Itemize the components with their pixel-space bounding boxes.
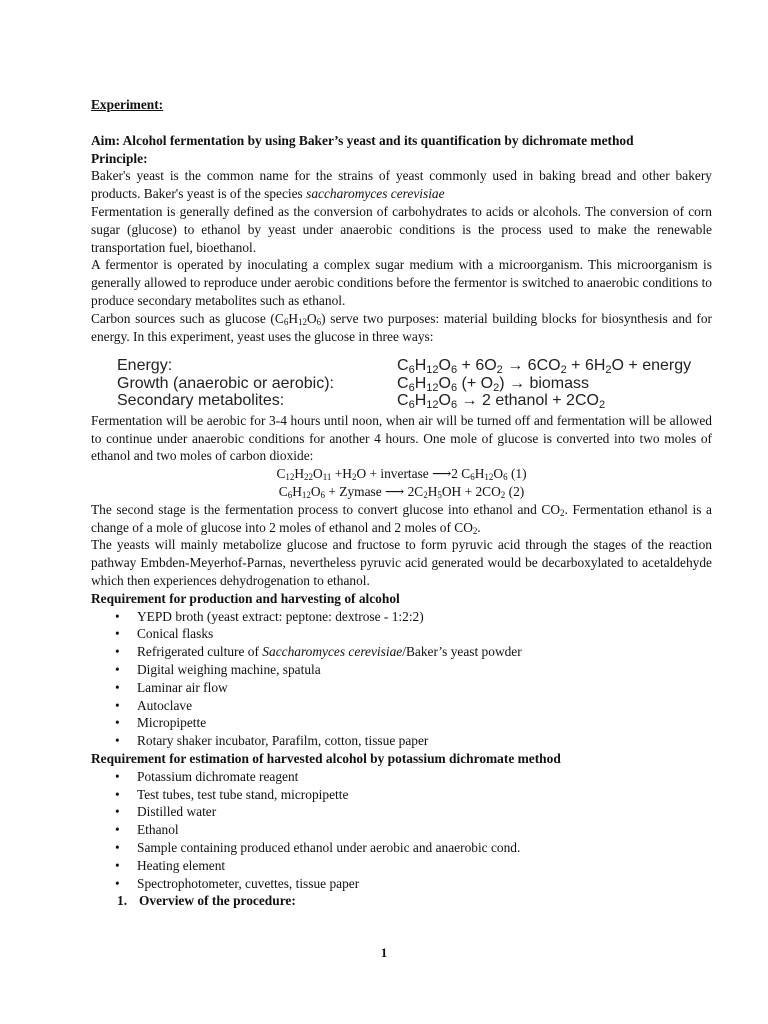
principle-paragraph-2: Fermentation is generally defined as the conversion of carbohydrates to acids or alcohols. The conversion of corn sugar (glucose) to ethanol by yeast under anaerobic conditions is the process used to make the renewable transportation fuel, bioethanol. xyxy=(91,203,712,255)
list-item: • YEPD broth (yeast extract: peptone: dextrose - 1:2:2) xyxy=(115,608,424,624)
list-item: • Heating element xyxy=(115,857,226,873)
list-item: • Ethanol xyxy=(115,822,179,838)
list-item: • Sample containing produced ethanol under aerobic and anaerobic cond. xyxy=(115,839,521,855)
equation-formula: $C_6H_{12}O_6$ (+ $O_2$) → biomass xyxy=(397,374,590,394)
equation-row-growth xyxy=(117,375,691,393)
principle-heading: Principle: xyxy=(91,150,148,166)
equation-label: Energy: xyxy=(117,357,173,375)
second-stage-paragraph: The second stage is the fermentation process to convert glucose into ethanol and $CO_2$. Fermentation ethanol is a change of a mole of glucose into 2 moles of ethanol and 2 moles of $CO_2$. xyxy=(91,501,712,536)
list-item: • Spectrophotometer, cuvettes, tissue paper xyxy=(115,875,360,891)
list-item: • Rotary shaker incubator, Parafilm, cotton, tissue paper xyxy=(115,733,429,749)
equation-row-energy xyxy=(117,357,691,375)
principle-paragraph-4: Carbon sources such as glucose $(C_6H_{12}O_6)$ serve two purposes: material building blocks for biosynthesis and for energy. In this experiment, yeast uses the glucose in three ways: xyxy=(91,310,712,344)
list-item: • Refrigerated culture of Saccharomyces cerevisiae/Baker’s yeast powder xyxy=(115,644,522,660)
procedure-step: 1. Overview of the procedure: xyxy=(117,893,296,909)
list-item: • Test tubes, test tube stand, micropipette xyxy=(115,786,349,802)
list-item: • Conical flasks xyxy=(115,626,214,642)
list-item: • Micropipette xyxy=(115,715,207,731)
principle-paragraph-1: Baker's yeast is the common name for the strains of yeast commonly used in baking bread and other bakery products. Baker's yeast is of the species saccharomyces cerevisiae xyxy=(91,168,712,202)
species-name: saccharomyces cerevisiae xyxy=(306,186,445,202)
list-item: • Laminar air flow xyxy=(115,679,228,695)
principle-paragraph-3: A fermentor is operated by inoculating a complex sugar medium with a microorganism. This microorganism is generally allowed to reproduce under aerobic conditions before the fermentor is switched to anaerobic conditions to produce secondary metabolites such as ethanol. xyxy=(91,257,712,308)
estimation-requirements-heading: Requirement for estimation of harvested alcohol by potassium dichromate method xyxy=(91,751,561,766)
estimation-requirements-list xyxy=(91,768,712,893)
equation-formula: $C_6H_{12}O_6 \to 2$ ethanol + $2CO_2$ xyxy=(397,392,606,412)
procedure-list xyxy=(91,892,712,910)
fermentation-paragraph: Fermentation will be aerobic for 3-4 hours until noon, when air will be turned off and fermentation will be allowed to continue under anaerobic conditions for another 4 hours. One mole of glucose is converted into two moles of ethanol and two moles of carbon dioxide: xyxy=(91,412,712,464)
reaction-invertase: $C_{12}H_{22}O_{11} +H_2O$ + invertase ⟶2 $C_6H_{12}O_6$ (1) xyxy=(276,466,527,483)
equation-formula: $C_6H_{12}O_6 + 6O_2 \to 6CO_2 + 6H_2O$ + energy xyxy=(397,357,692,377)
reaction-zymase: $C_6H_{12}O_6$ + Zymase ⟶ $2C_2H_5OH + 2CO_2$ (2) xyxy=(278,484,525,501)
list-item: • Digital weighing machine, spatula xyxy=(115,662,321,678)
pathway-paragraph: The yeasts will mainly metabolize glucose and fructose to form pyruvic acid through the stages of the reaction pathway Embden-Meyerhof-Parnas, nevertheless pyruvic acid generated would be decarboxylated to acetaldehyde which then experiences dehydrogenation to ethanol. xyxy=(91,537,712,589)
aim-heading: Aim: Alcohol fermentation by using Baker’s yeast and its quantification by dichromate method xyxy=(91,132,634,148)
production-requirements-heading: Requirement for production and harvesting of alcohol xyxy=(91,590,400,606)
experiment-heading: Experiment: xyxy=(91,97,164,112)
equation-label: Secondary metabolites: xyxy=(117,392,285,410)
list-item: • Potassium dichromate reagent xyxy=(115,768,299,784)
page-number: 1 xyxy=(380,945,388,960)
equation-label: Growth (anaerobic or aerobic): xyxy=(117,374,334,392)
list-item: • Distilled water xyxy=(115,804,217,820)
equation-row-secondary xyxy=(117,392,691,410)
glucose-uses-table xyxy=(117,357,691,410)
list-item: • Autoclave xyxy=(115,697,193,713)
production-requirements-list xyxy=(91,608,712,750)
